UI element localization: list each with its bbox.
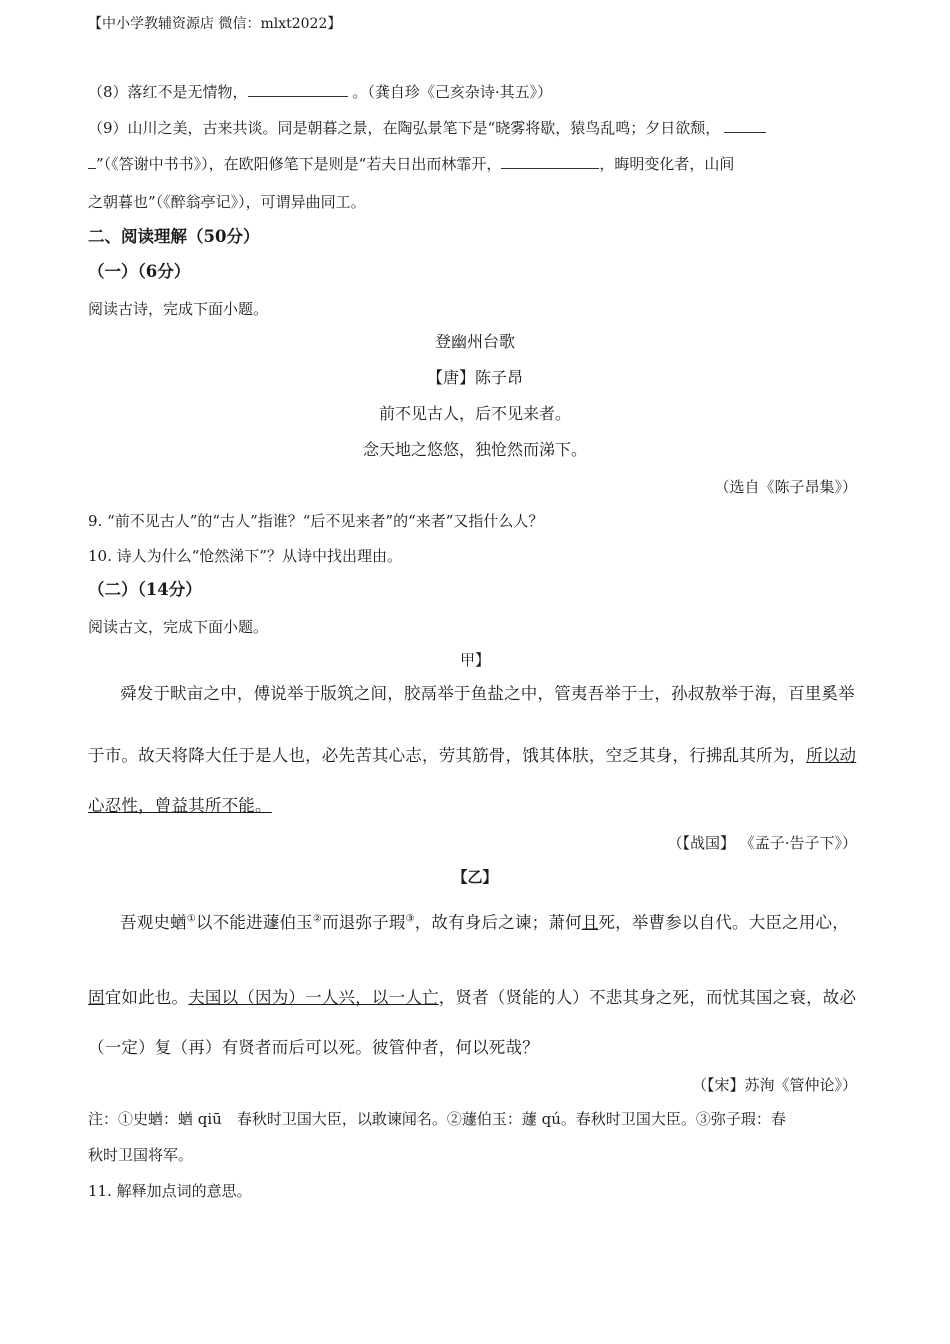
footnote-marker: ① bbox=[186, 913, 196, 925]
passage-yi-line-1 bbox=[120, 913, 849, 933]
passage-text: ，故有身后之谏；萧何 bbox=[414, 913, 582, 932]
dotted-word: 且 bbox=[581, 913, 599, 932]
question-10: 10. 诗人为什么“怆然涕下”？从诗中找出理由。 bbox=[88, 547, 402, 565]
passage-jia-label: 甲】 bbox=[459, 651, 490, 669]
footnote-line-2: 秋时卫国将军。 bbox=[88, 1146, 194, 1164]
underlined-sentence: 心忍性，曾益其所不能。 bbox=[88, 796, 272, 815]
part-2-instruction: 阅读古文，完成下面小题。 bbox=[88, 618, 269, 636]
passage-text: 死，举曹参以自代。大臣之用心， bbox=[598, 913, 849, 932]
question-11: 11. 解释加点词的意思。 bbox=[88, 1182, 252, 1200]
passage-text: ，贤者（贤能的人）不悲其身之死，而忧其国之衰，故必 bbox=[438, 988, 857, 1007]
shop-header: 【中小学教辅资源店 微信：mlxt2022】 bbox=[88, 16, 342, 32]
passage-yi-label: 【乙】 bbox=[452, 868, 498, 886]
question-9-text: ”（《答谢中书书》），在欧阳修笔下是则是“若夫日出而林霏开， bbox=[96, 155, 502, 173]
answer-blank[interactable] bbox=[724, 118, 766, 133]
passage-text: 其所为， bbox=[739, 746, 807, 765]
question-8 bbox=[88, 82, 552, 102]
footnote-line-1: 注：①史蝤：蝤 qiū 春秋时卫国大臣，以敢谏闻名。②蘧伯玉：蘧 qú。春秋时卫国大臣。③弥子瑕：春 bbox=[88, 1110, 786, 1128]
poem-line: 前不见古人，后不见来者。 bbox=[378, 404, 571, 423]
part-1-instruction: 阅读古诗，完成下面小题。 bbox=[88, 300, 269, 318]
dotted-word: 苦 bbox=[355, 746, 372, 765]
poem-line: 念天地之悠悠，独怆然而涕下。 bbox=[362, 440, 587, 459]
part-1-title: （一）（6分） bbox=[88, 262, 191, 281]
passage-jia-source: （【战国】 《孟子·告子下》） bbox=[667, 834, 857, 852]
question-9-line-1 bbox=[88, 118, 766, 138]
question-9-line-2 bbox=[88, 154, 734, 174]
part-2-title: （二）（14分） bbox=[88, 580, 202, 599]
passage-text: 吾观史蝤 bbox=[120, 913, 187, 932]
section-title: 二、阅读理解（50分） bbox=[88, 227, 260, 246]
question-9-line-3: 之朝暮也”（《醉翁亭记》），可谓异曲同工。 bbox=[88, 193, 366, 211]
passage-text: 于市。故天将降大任于是人也，必先 bbox=[88, 746, 356, 765]
question-8-text: （8）落红不是无情物， bbox=[88, 83, 248, 101]
dotted-word: 乱 bbox=[722, 746, 740, 765]
passage-jia-line-2 bbox=[88, 746, 856, 766]
underlined-sentence: 夫国以（因为）一人兴，以一人亡 bbox=[188, 988, 439, 1007]
passage-text: 而退弥子瑕 bbox=[322, 913, 406, 932]
question-9-text: ，晦明变化者，山间 bbox=[599, 155, 735, 173]
question-9-reading: 9. “前不见古人”的“古人”指谁？“后不见来者”的“来者”又指什么人？ bbox=[88, 512, 544, 530]
underlined-sentence: 所以动 bbox=[806, 746, 857, 765]
passage-yi-line-2 bbox=[88, 988, 856, 1008]
passage-yi-source: （【宋】苏洵《管仲论》） bbox=[691, 1076, 857, 1094]
passage-yi-line-3: （一定）复（再）有贤者而后可以死。彼管仲者，何以死哉？ bbox=[88, 1038, 539, 1057]
dotted-word: 固 bbox=[88, 988, 105, 1007]
poem-title: 登幽州台歌 bbox=[434, 332, 515, 351]
answer-blank[interactable] bbox=[248, 82, 348, 97]
footnote-marker: ③ bbox=[405, 913, 415, 925]
poem-author: 【唐】陈子昂 bbox=[426, 368, 523, 387]
question-8-source: 。（龚自珍《己亥杂诗·其五》） bbox=[347, 83, 553, 101]
passage-text: 以不能进蘧伯玉 bbox=[195, 913, 313, 932]
passage-jia-line-1: 舜发于畎亩之中，傅说举于版筑之间，胶鬲举于鱼盐之中，管夷吾举于士，孙叔敖举于海，百里奚举 bbox=[120, 684, 855, 703]
footnote-marker: ② bbox=[312, 913, 323, 925]
question-9-text: （9）山川之美，古来共谈。同是朝暮之景，在陶弘景笔下是“晓雾将歇，猿鸟乱鸣；夕日欲颓， bbox=[88, 119, 721, 137]
answer-blank[interactable] bbox=[88, 154, 96, 169]
passage-text: 宜如此也。 bbox=[104, 988, 189, 1007]
passage-text: 其心志，劳其筋骨，饿其体肤，空乏其身，行拂 bbox=[371, 746, 723, 765]
poem-source: （选自《陈子昂集》） bbox=[714, 478, 857, 496]
answer-blank[interactable] bbox=[501, 154, 599, 169]
